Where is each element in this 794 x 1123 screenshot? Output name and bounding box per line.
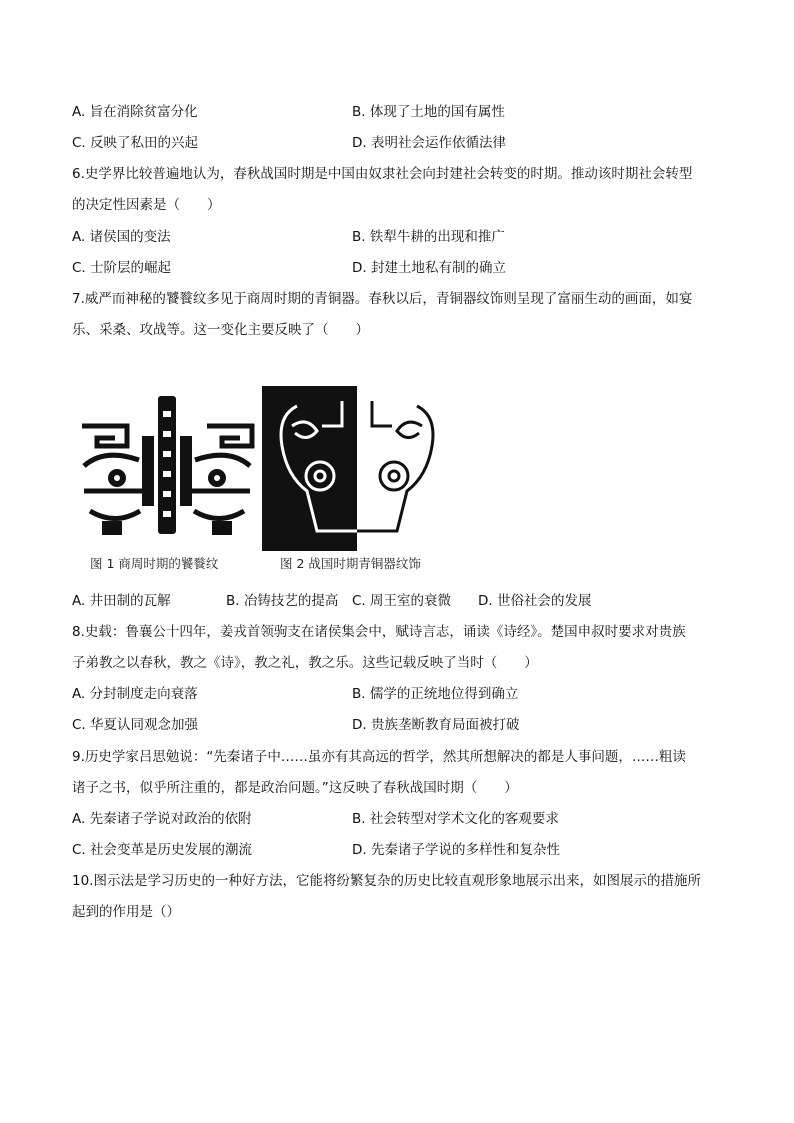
q8-option-c: C. 华夏认同观念加强 — [72, 717, 199, 733]
q8-stem-line-1: 8.史载：鲁襄公十四年，姜戎首领驹支在诸侯集会中，赋诗言志，诵读《诗经》。楚国申叔时要求对贵族 — [72, 624, 686, 640]
q7-figure — [72, 386, 462, 576]
q9-option-c: C. 社会变革是历史发展的潮流 — [72, 842, 253, 858]
q9-option-d: D. 先秦诸子学说的多样性和复杂性 — [352, 842, 560, 858]
q9-stem-line-2: 诸子之书，似乎所注重的，都是政治问题。”这反映了春秋战国时期（ ） — [72, 780, 518, 796]
q10-stem-line-2: 起到的作用是（） — [72, 904, 180, 920]
q6-stem-line-1: 6.史学界比较普遍地认为，春秋战国时期是中国由奴隶社会向封建社会转变的时期。推动该时期社会转型 — [72, 166, 693, 182]
q6-option-c: C. 士阶层的崛起 — [72, 260, 172, 276]
q5-option-c: C. 反映了私田的兴起 — [72, 135, 199, 151]
q9-option-a: A. 先秦诸子学说对政治的依附 — [72, 811, 252, 827]
q7-option-c: C. 周王室的衰微 — [352, 593, 452, 609]
figure-1-caption: 图 1 商周时期的饕餮纹 — [90, 556, 219, 571]
q8-option-b: B. 儒学的正统地位得到确立 — [352, 686, 519, 702]
q5-option-b: B. 体现了土地的国有属性 — [352, 104, 505, 120]
q7-option-b: B. 冶铸技艺的提高 — [226, 593, 339, 609]
q8-option-a: A. 分封制度走向衰落 — [72, 686, 198, 702]
q8-stem-line-2: 子弟教之以春秋，教之《诗》，教之礼，教之乐。这些记载反映了当时（ ） — [72, 655, 538, 671]
q7-stem-line-2: 乐、采桑、攻战等。这一变化主要反映了（ ） — [72, 322, 369, 338]
q5-option-a: A. 旨在消除贫富分化 — [72, 104, 198, 120]
q6-option-d: D. 封建土地私有制的确立 — [352, 260, 506, 276]
q10-stem-line-1: 10.图示法是学习历史的一种好方法，它能将纷繁复杂的历史比较直观形象地展示出来，如图展示的措施所 — [72, 873, 701, 889]
q6-option-b: B. 铁犁牛耕的出现和推广 — [352, 229, 505, 245]
q6-option-a: A. 诸侯国的变法 — [72, 229, 171, 245]
q5-option-d: D. 表明社会运作依循法律 — [352, 135, 506, 151]
q9-stem-line-1: 9.历史学家吕思勉说：“先秦诸子中……虽亦有其高远的哲学，然其所想解决的都是人事问题，……粗读 — [72, 749, 686, 765]
figure-2-caption: 图 2 战国时期青铜器纹饰 — [280, 556, 421, 571]
q7-option-a: A. 井田制的瓦解 — [72, 593, 171, 609]
warring-states-pattern-image — [262, 386, 452, 551]
q8-option-d: D. 贵族垄断教育局面被打破 — [352, 717, 520, 733]
q6-stem-line-2: 的决定性因素是（ ） — [72, 197, 221, 213]
q9-option-b: B. 社会转型对学术文化的客观要求 — [352, 811, 559, 827]
q7-option-d: D. 世俗社会的发展 — [478, 593, 592, 609]
taotie-pattern-image — [72, 396, 262, 546]
q7-stem-line-1: 7.威严而神秘的饕餮纹多见于商周时期的青铜器。春秋以后，青铜器纹饰则呈现了富丽生动的画面，如宴 — [72, 291, 693, 307]
